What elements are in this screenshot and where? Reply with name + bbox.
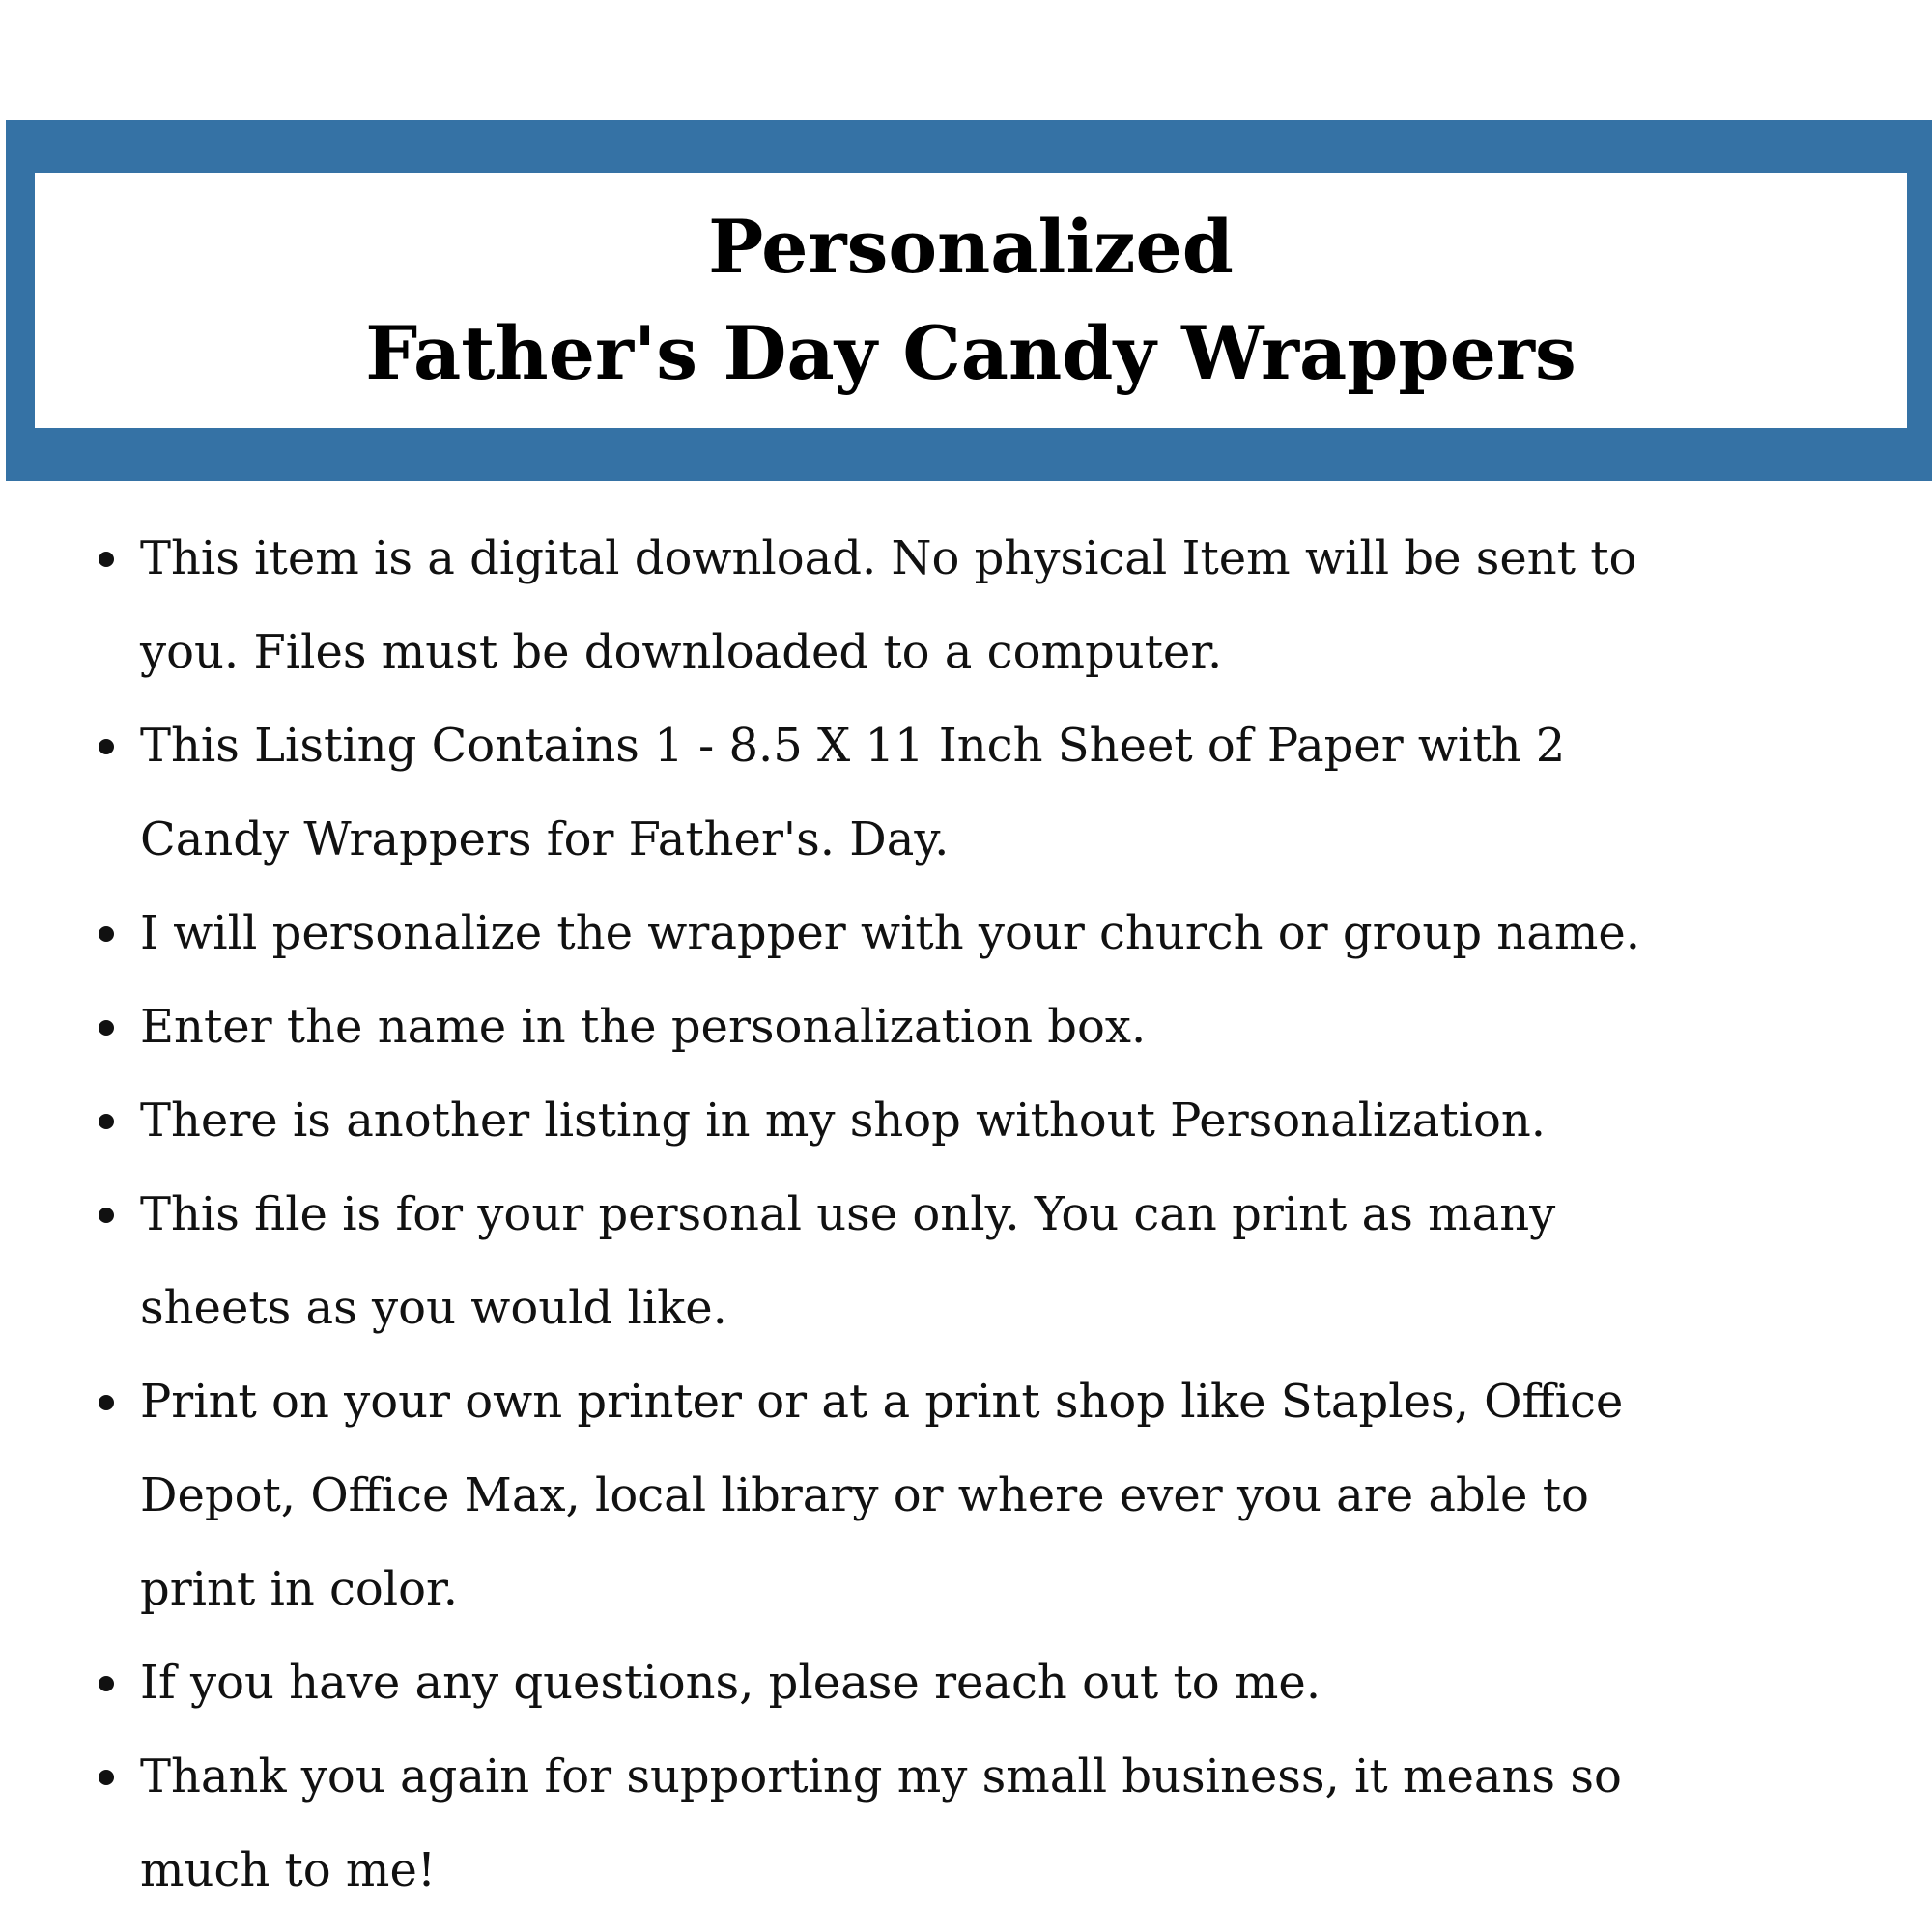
bullet-icon	[99, 1208, 114, 1223]
list-item	[0, 980, 1932, 1074]
list-item-text: I will personalize the wrapper with your church or group name.	[140, 906, 1641, 960]
list-item-text: Candy Wrappers for Father's. Day.	[140, 812, 950, 867]
bullet-icon	[99, 1676, 114, 1691]
bullet-icon	[99, 926, 114, 942]
list-item-text: sheets as you would like.	[140, 1281, 727, 1335]
list-item	[0, 887, 1932, 980]
list-item-text: much to me!	[140, 1843, 437, 1897]
list-item	[0, 1355, 1932, 1636]
bullet-icon	[99, 1020, 114, 1036]
title-box	[35, 173, 1907, 428]
list-item	[0, 1074, 1932, 1168]
list-item	[0, 1636, 1932, 1730]
list-item-text: Thank you again for supporting my small business, it means so	[140, 1749, 1622, 1804]
bullet-icon	[99, 552, 114, 567]
list-item	[0, 1168, 1932, 1355]
title-line-1: Personalized	[708, 204, 1234, 290]
list-item-text: Print on your own printer or at a print shop like Staples, Office	[140, 1375, 1624, 1429]
list-item	[0, 699, 1932, 887]
list-item-text: If you have any questions, please reach out to me.	[140, 1656, 1321, 1710]
bullet-icon	[99, 1770, 114, 1785]
bullet-list	[0, 512, 1932, 1918]
list-item-text: This Listing Contains 1 - 8.5 X 11 Inch Sheet of Paper with 2	[140, 719, 1566, 773]
list-item-text: print in color.	[140, 1562, 458, 1616]
list-item	[0, 512, 1932, 699]
list-item-text: you. Files must be downloaded to a computer.	[140, 625, 1223, 679]
bullet-icon	[99, 1395, 114, 1410]
bullet-icon	[99, 1114, 114, 1129]
title-banner	[6, 120, 1932, 481]
title-line-2: Father's Day Candy Wrappers	[365, 310, 1577, 396]
list-item	[0, 1730, 1932, 1918]
bullet-icon	[99, 739, 114, 754]
list-item-text: This file is for your personal use only. You can print as many	[140, 1187, 1556, 1241]
list-item-text: Enter the name in the personalization box.	[140, 1000, 1147, 1054]
list-item-text: Depot, Office Max, local library or where ever you are able to	[140, 1468, 1589, 1522]
list-item-text: This item is a digital download. No physical Item will be sent to	[140, 531, 1637, 585]
list-item-text: There is another listing in my shop without Personalization.	[140, 1094, 1547, 1148]
